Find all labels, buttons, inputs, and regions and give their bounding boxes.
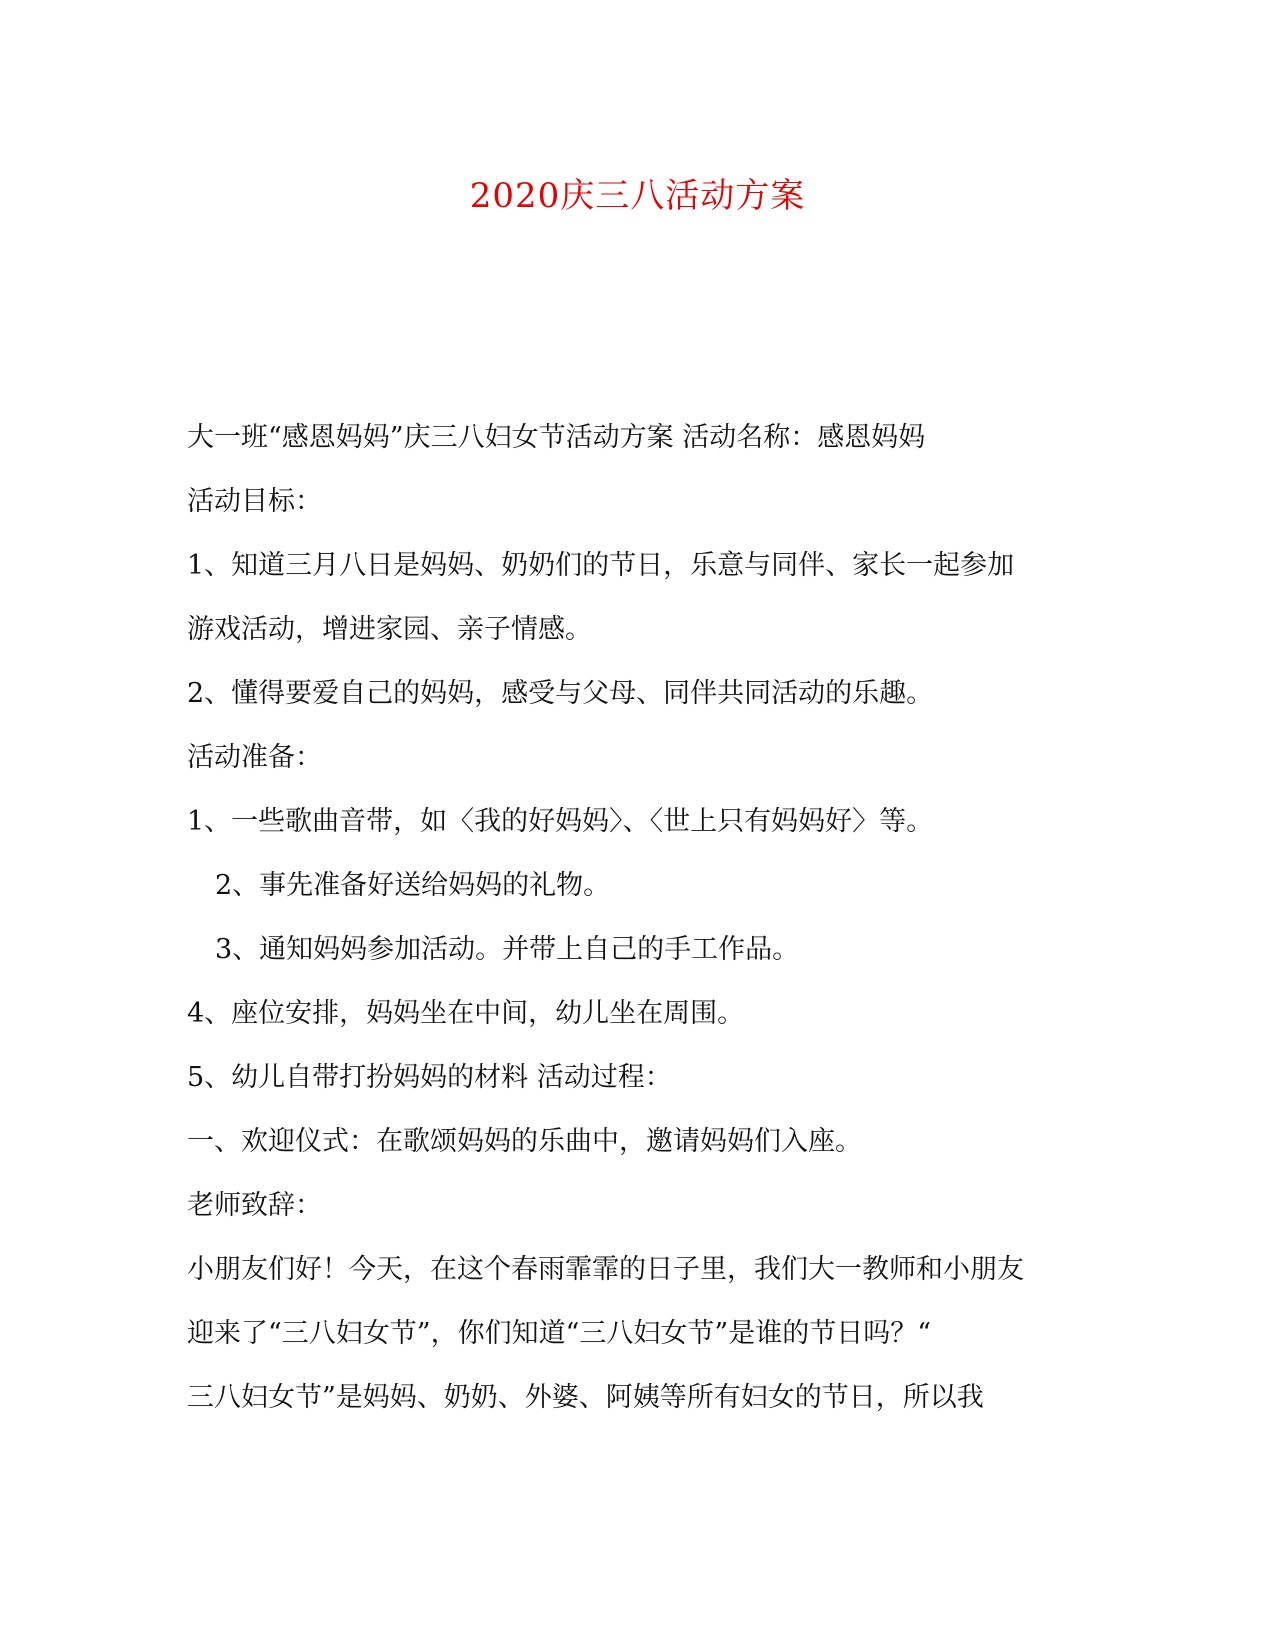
paragraph-line: 2、懂得要爱自己的妈妈，感受与父母、同伴共同活动的乐趣。: [187, 678, 934, 709]
paragraph-line: 三八妇女节”是妈妈、奶奶、外婆、阿姨等所有妇女的节日，所以我: [187, 1382, 984, 1413]
paragraph-line: 活动目标：: [187, 486, 322, 517]
paragraph-line: 3、通知妈妈参加活动。并带上自己的手工作品。: [215, 934, 800, 965]
paragraph-line: 一、欢迎仪式：在歌颂妈妈的乐曲中，邀请妈妈们入座。: [187, 1126, 862, 1157]
paragraph-line: 1、一些歌曲音带，如〈我的好妈妈〉、〈世上只有妈妈好〉等。: [187, 806, 934, 837]
paragraph-line: 活动准备：: [187, 742, 322, 773]
document-body: [187, 406, 1087, 1430]
paragraph-line: 游戏活动，增进家园、亲子情感。: [187, 614, 592, 645]
paragraph-line: 迎来了“三八妇女节”，你们知道“三八妇女节”是谁的节日吗？“: [187, 1318, 932, 1349]
paragraph-line: 1、知道三月八日是妈妈、奶奶们的节日，乐意与同伴、家长一起参加: [187, 550, 1015, 581]
paragraph-line: 4、座位安排，妈妈坐在中间，幼儿坐在周围。: [187, 998, 745, 1029]
paragraph-line: 5、幼儿自带打扮妈妈的材料 活动过程：: [187, 1062, 672, 1093]
paragraph-line: 老师致辞：: [187, 1190, 322, 1221]
paragraph-line: 小朋友们好！今天，在这个春雨霏霏的日子里，我们大一教师和小朋友: [187, 1254, 1024, 1285]
paragraph-line: 2、事先准备好送给妈妈的礼物。: [215, 870, 611, 901]
paragraph-line: 大一班“感恩妈妈”庆三八妇女节活动方案 活动名称：感恩妈妈: [187, 422, 926, 453]
document-title: 2020庆三八活动方案: [469, 176, 806, 216]
